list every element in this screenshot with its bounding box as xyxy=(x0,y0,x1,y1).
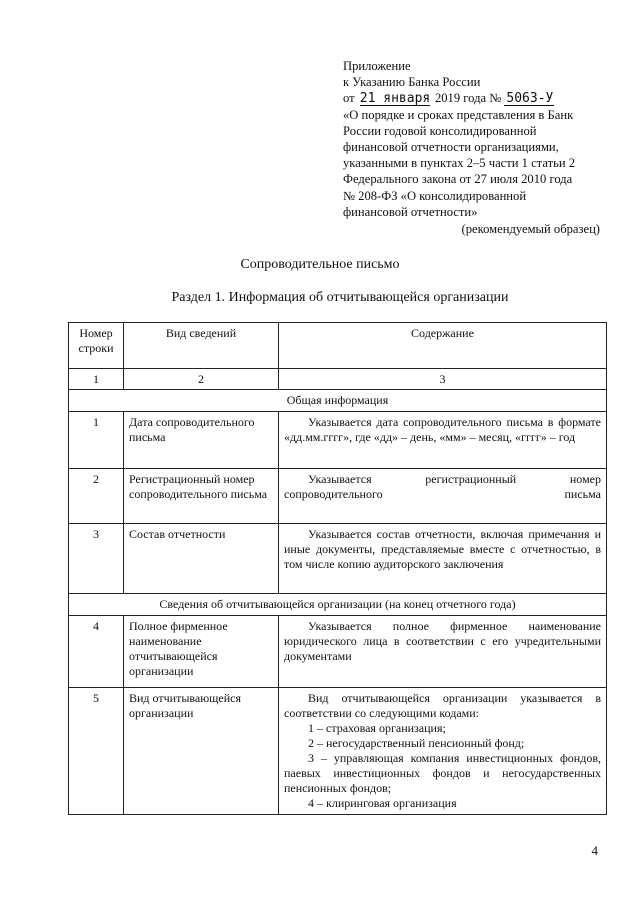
date-prefix: от xyxy=(343,91,355,106)
row-kind: Дата сопроводительного письма xyxy=(124,412,279,469)
table-row xyxy=(69,469,607,524)
table-row xyxy=(69,688,607,815)
row-number: 5 xyxy=(69,688,124,815)
content-text: Указывается состав отчетности, включая примечания и иные документы, представляемые вместе с отчетностью, в том числе копию аудиторского заключения xyxy=(284,527,601,571)
header-cell-number: Номер строки xyxy=(69,323,124,369)
row-content xyxy=(279,616,607,688)
group-label: Общая информация xyxy=(69,390,607,412)
content-text: Указывается дата сопроводительного письма в формате «дд.мм.гггг», где «дд» – день, «мм» – месяц, «гггг» – год xyxy=(284,415,601,444)
year-text: 2019 года № xyxy=(434,91,502,106)
header-cell-content: Содержание xyxy=(279,323,607,369)
column-number: 2 xyxy=(124,369,279,390)
appendix-line: указанными в пунктах 2–5 части 1 статьи 2 xyxy=(343,156,576,171)
handwritten-date: 21 января xyxy=(359,91,431,107)
table-row xyxy=(69,412,607,469)
row-kind: Вид отчитывающейся организации xyxy=(124,688,279,815)
column-number: 3 xyxy=(279,369,607,390)
row-number: 1 xyxy=(69,412,124,469)
row-kind: Полное фирменное наименование отчитывающейся организации xyxy=(124,616,279,688)
column-number-row xyxy=(69,369,607,390)
appendix-line: Федерального закона от 27 июля 2010 года xyxy=(343,172,573,187)
section-title: Раздел 1. Информация об отчитывающейся организации xyxy=(171,290,509,305)
row-kind: Регистрационный номер сопроводительного письма xyxy=(124,469,279,524)
appendix-line: Приложение xyxy=(343,59,411,73)
table-row xyxy=(69,616,607,688)
content-text: Указывается регистрационный номер сопроводительного письма xyxy=(284,472,601,501)
content-text: Указывается полное фирменное наименование юридического лица в соответствии с его учредительными документами xyxy=(284,619,601,663)
code-item: 2 – негосударственный пенсионный фонд; xyxy=(308,736,525,750)
code-item: 4 – клиринговая организация xyxy=(308,796,457,810)
appendix-line: «О порядке и сроках представления в Банк xyxy=(343,107,574,122)
appendix-header xyxy=(343,58,605,220)
row-number: 4 xyxy=(69,616,124,688)
page-number: 4 xyxy=(591,843,598,858)
appendix-line: к Указанию Банка России xyxy=(343,75,481,90)
info-table xyxy=(68,322,607,815)
appendix-line: России годовой консолидированной xyxy=(343,123,537,138)
content-text: Вид отчитывающейся организации указывается в соответствии со следующими кодами: xyxy=(284,691,601,720)
group-row xyxy=(69,594,607,616)
sample-note: (рекомендуемый образец) xyxy=(461,222,600,236)
appendix-line: № 208-ФЗ «О консолидированной xyxy=(343,188,527,203)
appendix-line: финансовой отчетности организациями, xyxy=(343,140,559,155)
group-label: Сведения об отчитывающейся организации (на конец отчетного года) xyxy=(69,594,607,616)
row-number: 2 xyxy=(69,469,124,524)
code-item: 3 – управляющая компания инвестиционных фондов, паевых инвестиционных фондов и негосударственных пенсионных фондов; xyxy=(284,751,601,795)
handwritten-number: 5063-У xyxy=(506,91,554,107)
appendix-line: финансовой отчетности» xyxy=(343,204,478,219)
row-content xyxy=(279,524,607,594)
column-number: 1 xyxy=(69,369,124,390)
header-cell-kind: Вид сведений xyxy=(124,323,279,369)
row-kind: Состав отчетности xyxy=(124,524,279,594)
row-content xyxy=(279,412,607,469)
appendix-date-line xyxy=(343,90,605,106)
row-number: 3 xyxy=(69,524,124,594)
document-title: Сопроводительное письмо xyxy=(240,257,400,272)
table-row xyxy=(69,524,607,594)
row-content xyxy=(279,469,607,524)
code-item: 1 – страховая организация; xyxy=(308,721,446,735)
table-header-row xyxy=(69,323,607,369)
row-content xyxy=(279,688,607,815)
group-row xyxy=(69,390,607,412)
